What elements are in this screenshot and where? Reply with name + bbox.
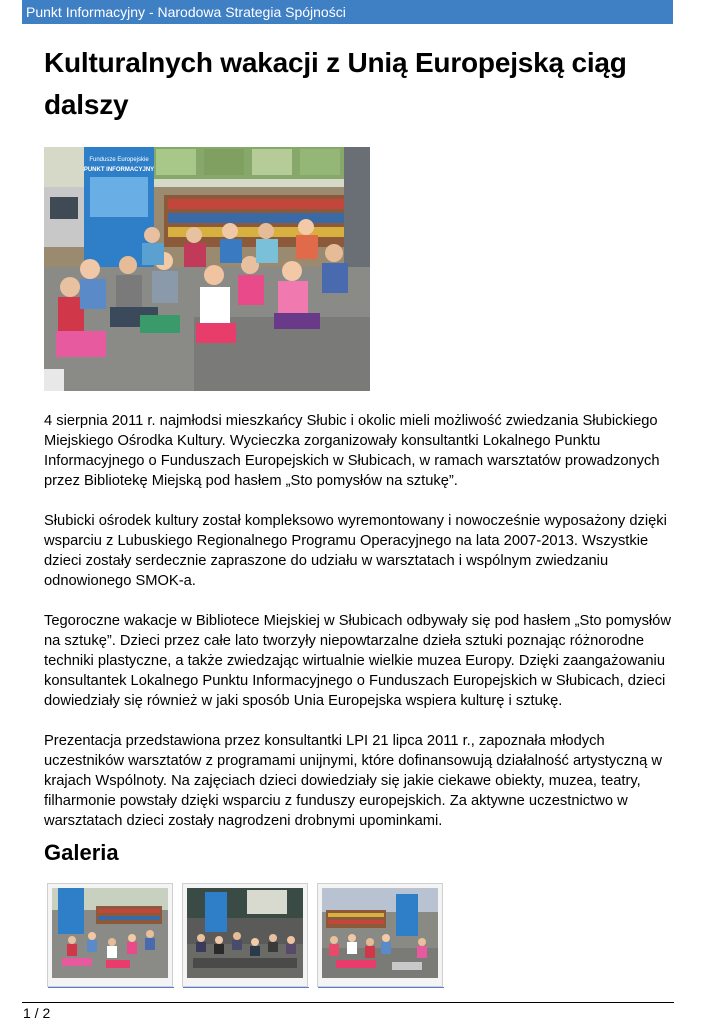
article-paragraph: Tegoroczne wakacje w Bibliotece Miejskiej w Słubicach odbywały się pod hasłem „Sto pomysłów na sztukę”. Dzieci przez całe lato tworzyły niepowtarzalne dzieła sztuki poznając różnorodne techniki plastyczne, a także zwiedzając wirtualnie wielkie muzea Europy. Dzięki zaangażowaniu konsultantek Lokalnego Punktu Informacyjnego o Funduszach Europejskich w Słubicach, dzieci dowiedziały się również w jaki sposób Unia Europejska wspiera kulturę i sztukę. xyxy=(44,613,671,709)
photo-gallery xyxy=(47,883,447,987)
gallery-title: Galeria xyxy=(44,840,119,865)
gallery-thumbnail-image xyxy=(52,888,168,978)
article-body xyxy=(44,411,676,851)
gallery-thumbnail-underline xyxy=(48,987,174,988)
site-header-bar xyxy=(22,0,673,24)
gallery-thumbnail-underline xyxy=(183,987,309,988)
article-paragraph: 4 sierpnia 2011 r. najmłodsi mieszkańcy Słubic i okolic mieli możliwość zwiedzania Słubickiego Miejskiego Ośrodka Kultury. Wycieczka zorganizowały konsultantki Lokalnego Punktu Informacyjnego o Funduszach Europejskich w Słubicach, w ramach warsztatów prowadzonych przez Bibliotekę Miejską pod hasłem „Sto pomysłów na sztukę”. xyxy=(44,413,660,489)
svg-text:PUNKT INFORMACYJNY: PUNKT INFORMACYJNY xyxy=(83,167,155,173)
page-number: 1 / 2 xyxy=(23,1005,51,1021)
article-title: Kulturalnych wakacji z Unią Europejską ciąg dalszy xyxy=(44,47,627,120)
site-header-title: Punkt Informacyjny - Narodowa Strategia Spójności xyxy=(26,4,346,20)
article-paragraph: Prezentacja przedstawiona przez konsultantki LPI 21 lipca 2011 r., zapoznała młodych uczestników warsztatów z programami unijnymi, które dofinansowują działalność artystyczną w krajach Wspólnoty. Na zajęciach dzieci dowiedziały się jakie ciekawe obiekty, muzea, teatry, filharmonie powstały dzięki wsparciu z funduszy europejskich. Za aktywne uczestnictwo w warsztatach dzieci zostały nagrodzeni drobnymi upominkami. xyxy=(44,733,662,829)
gallery-thumbnail-underline xyxy=(318,987,444,988)
gallery-thumbnail-image xyxy=(187,888,303,978)
footer-divider xyxy=(22,1002,674,1003)
gallery-thumbnail-1[interactable] xyxy=(47,883,173,987)
svg-text:Fundusze Europejskie: Fundusze Europejskie xyxy=(89,157,149,163)
gallery-thumbnail-3[interactable] xyxy=(317,883,443,987)
gallery-thumbnail-2[interactable] xyxy=(182,883,308,987)
gallery-thumbnail-image xyxy=(322,888,438,978)
article-paragraph: Słubicki ośrodek kultury został kompleksowo wyremontowany i nowocześnie wyposażony dzięki wsparciu z Lubuskiego Regionalnego Programu Operacyjnego na lata 2007-2013. Wszystkie dzieci zostały serdecznie zapraszone do udziału w warsztatach i wspólnym zwiedzaniu odnowionego SMOK-a. xyxy=(44,513,667,589)
main-photo xyxy=(44,147,370,391)
